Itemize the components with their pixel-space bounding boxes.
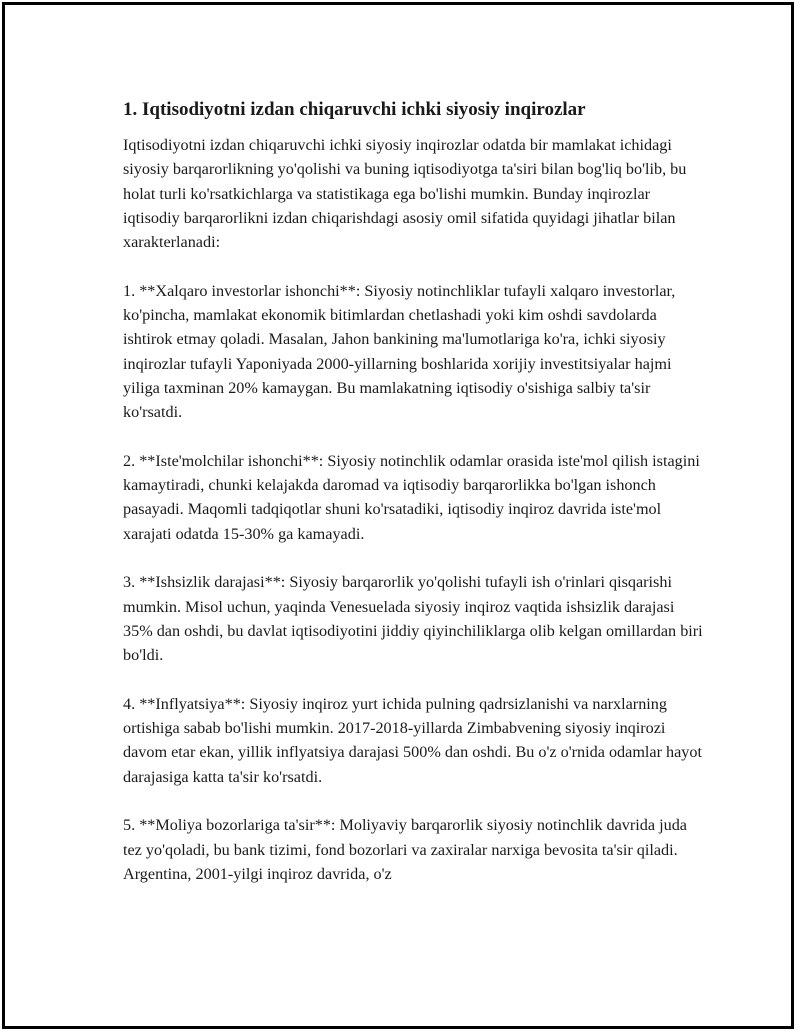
paragraph-financial-markets: 5. **Moliya bozorlariga ta'sir**: Moliyaviy barqarorlik siyosiy notinchlik davrida juda tez yo'qoladi, bu bank tizimi, fond bozorlari va zaxiralar narxiga bevosita ta'sir qiladi. Argentina, 2001-yilgi inqiroz davrida, o'z (123, 816, 687, 883)
paragraph-investor-confidence: 1. **Xalqaro investorlar ishonchi**: Siyosiy notinchliklar tufayli xalqaro investorlar, ko'pincha, mamlakat ekonomik bitimlardan chetlashadi yoki kim oshdi savdolarda ishtirok etmay qoladi. Masalan, Jahon bankining ma'lumotlariga ko'ra, ichki siyosiy inqirozlar tufayli Yaponiyada 2000-yillarning boshlarida xorijiy investitsiyalar hajmi yiliga taxminan 20% kamaygan. Bu mamlakatning iqtisodiy o'sishiga salbiy ta'sir ko'rsatdi. (123, 281, 676, 422)
intro-paragraph: Iqtisodiyotni izdan chiqaruvchi ichki siyosiy inqirozlar odatda bir mamlakat ichidagi siyosiy barqarorlikning yo'qolishi va buning iqtisodiyotga ta'siri bilan bog'liq bo'lib, bu holat turli ko'rsatkichlarga va statistikaga ega bo'lishi mumkin. Bunday inqirozlar iqtisodiy barqarorlikni izdan chiqarishdagi asosiy omil sifatida quyidagi jihatlar bilan xarakterlanadi: (123, 136, 687, 252)
section-heading: 1. Iqtisodiyotni izdan chiqaruvchi ichki siyosiy inqirozlar (123, 99, 586, 120)
page-frame (2, 2, 794, 1029)
paragraph-unemployment: 3. **Ishsizlik darajasi**: Siyosiy barqarorlik yo'qolishi tufayli ish o'rinlari qisqarishi mumkin. Misol uchun, yaqinda Venesuelada siyosiy inqiroz vaqtida ishsizlik darajasi 35% dan oshdi, bu davlat iqtisodiyotini jiddiy qiyinchiliklarga olib kelgan omillardan biri bo'ldi. (123, 573, 703, 665)
document-body (123, 97, 703, 886)
paragraph-inflation: 4. **Inflyatsiya**: Siyosiy inqiroz yurt ichida pulning qadrsizlanishi va narxlarning ortishiga sabab bo'lishi mumkin. 2017-2018-yillarda Zimbabvening siyosiy inqirozi davom etar ekan, yillik inflyatsiya darajasi 500% dan oshdi. Bu o'z o'rnida odamlar hayot darajasiga katta ta'sir ko'rsatdi. (123, 694, 702, 786)
paragraph-consumer-confidence: 2. **Iste'molchilar ishonchi**: Siyosiy notinchlik odamlar orasida iste'mol qilish istagini kamaytiradi, chunki kelajakda daromad va iqtisodiy barqarorlikka bo'lgan ishonch pasayadi. Maqomli tadqiqotlar shuni ko'rsatadiki, iqtisodiy inqiroz davrida iste'mol xarajati odatda 15-30% ga kamayadi. (123, 451, 700, 543)
